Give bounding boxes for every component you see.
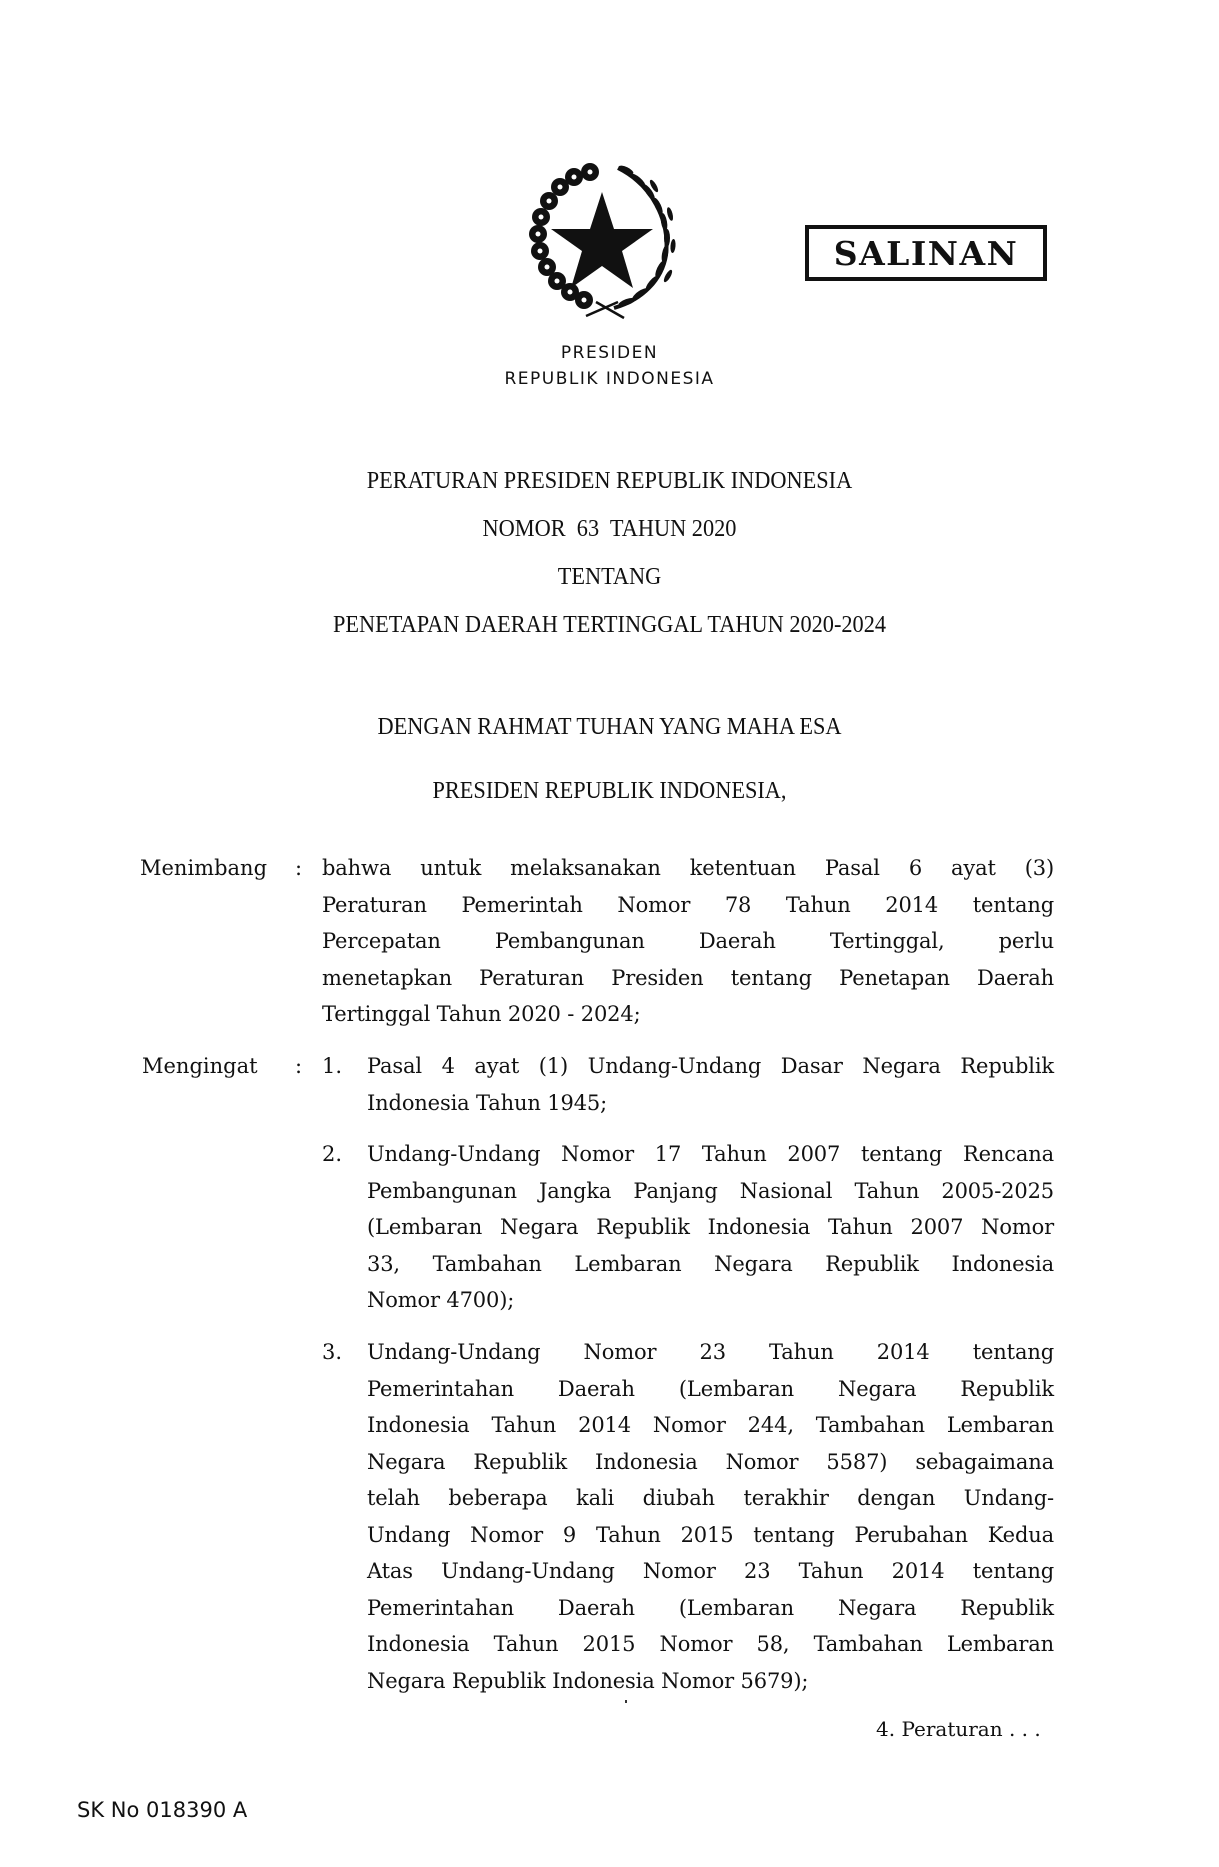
- mengingat-item-number: 3.: [322, 1340, 343, 1364]
- mengingat-label: Mengingat: [142, 1054, 258, 1078]
- mengingat-line: Pasal 4 ayat (1) Undang-Undang Dasar Negara Republik: [367, 1054, 1054, 1078]
- menimbang-line: Peraturan Pemerintah Nomor 78 Tahun 2014 tentang: [322, 892, 1054, 917]
- menimbang-label: Menimbang: [140, 856, 268, 880]
- scan-artifact: [625, 1700, 627, 1703]
- mengingat-line: Negara Republik Indonesia Nomor 5679);: [367, 1668, 809, 1693]
- mengingat-item-number: 2.: [322, 1142, 343, 1166]
- star-icon: [551, 192, 653, 288]
- regulation-title: PERATURAN PRESIDEN REPUBLIK INDONESIA: [366, 468, 853, 494]
- mengingat-item-3: [367, 1334, 1054, 1699]
- mengingat-line: Undang-Undang Nomor 17 Tahun 2007 tentang Rencana: [367, 1142, 1054, 1166]
- regulation-tentang: TENTANG: [557, 564, 662, 590]
- salinan-stamp: SALINAN: [805, 225, 1047, 281]
- mengingat-line: Pembangunan Jangka Panjang Nasional Tahun 2005-2025: [367, 1178, 1054, 1203]
- mengingat-line: 33, Tambahan Lembaran Negara Republik Indonesia: [367, 1251, 1054, 1276]
- preamble-invocation: DENGAN RAHMAT TUHAN YANG MAHA ESA: [377, 714, 842, 740]
- menimbang-line: menetapkan Peraturan Presiden tentang Penetapan Daerah: [322, 965, 1054, 990]
- emblem-caption-presiden: PRESIDEN: [560, 343, 659, 363]
- mengingat-line: telah beberapa kali diubah terakhir dengan Undang-: [367, 1486, 1054, 1510]
- mengingat-line: Atas Undang-Undang Nomor 23 Tahun 2014 tentang: [367, 1559, 1054, 1583]
- mengingat-colon: :: [295, 1054, 303, 1078]
- mengingat-item-number: 1.: [322, 1054, 343, 1078]
- mengingat-line: Indonesia Tahun 2015 Nomor 58, Tambahan Lembaran: [367, 1632, 1054, 1656]
- menimbang-line: bahwa untuk melaksanakan ketentuan Pasal 6 ayat (3): [322, 856, 1054, 880]
- mengingat-line: Indonesia Tahun 2014 Nomor 244, Tambahan Lembaran: [367, 1413, 1054, 1437]
- regulation-number: NOMOR 63 TAHUN 2020: [482, 516, 737, 542]
- mengingat-line: Undang Nomor 9 Tahun 2015 tentang Perubahan Kedua: [367, 1522, 1054, 1547]
- mengingat-line: (Lembaran Negara Republik Indonesia Tahun 2007 Nomor: [367, 1215, 1054, 1239]
- regulation-subject: PENETAPAN DAERAH TERTINGGAL TAHUN 2020-2024: [332, 612, 887, 638]
- mengingat-item-1: [367, 1048, 1054, 1121]
- mengingat-line: Negara Republik Indonesia Nomor 5587) sebagaimana: [367, 1449, 1054, 1474]
- mengingat-line: Nomor 4700);: [367, 1288, 515, 1312]
- menimbang-line: Percepatan Pembangunan Daerah Tertinggal, perlu: [322, 929, 1054, 953]
- presidential-emblem-icon: [522, 150, 682, 322]
- mengingat-item-2: [367, 1136, 1054, 1319]
- menimbang-line: Tertinggal Tahun 2020 - 2024;: [322, 1002, 641, 1026]
- page-continuation: 4. Peraturan . . .: [876, 1717, 1041, 1741]
- preamble-president: PRESIDEN REPUBLIK INDONESIA,: [432, 778, 787, 804]
- mengingat-line: Undang-Undang Nomor 23 Tahun 2014 tentang: [367, 1340, 1054, 1364]
- mengingat-line: Pemerintahan Daerah (Lembaran Negara Republik: [367, 1595, 1054, 1620]
- menimbang-text: [322, 850, 1054, 1033]
- emblem-caption-republik: REPUBLIK INDONESIA: [504, 369, 715, 389]
- mengingat-line: Pemerintahan Daerah (Lembaran Negara Republik: [367, 1376, 1054, 1401]
- menimbang-colon: :: [295, 856, 303, 880]
- document-code: SK No 018390 A: [77, 1798, 248, 1822]
- mengingat-line: Indonesia Tahun 1945;: [367, 1090, 608, 1115]
